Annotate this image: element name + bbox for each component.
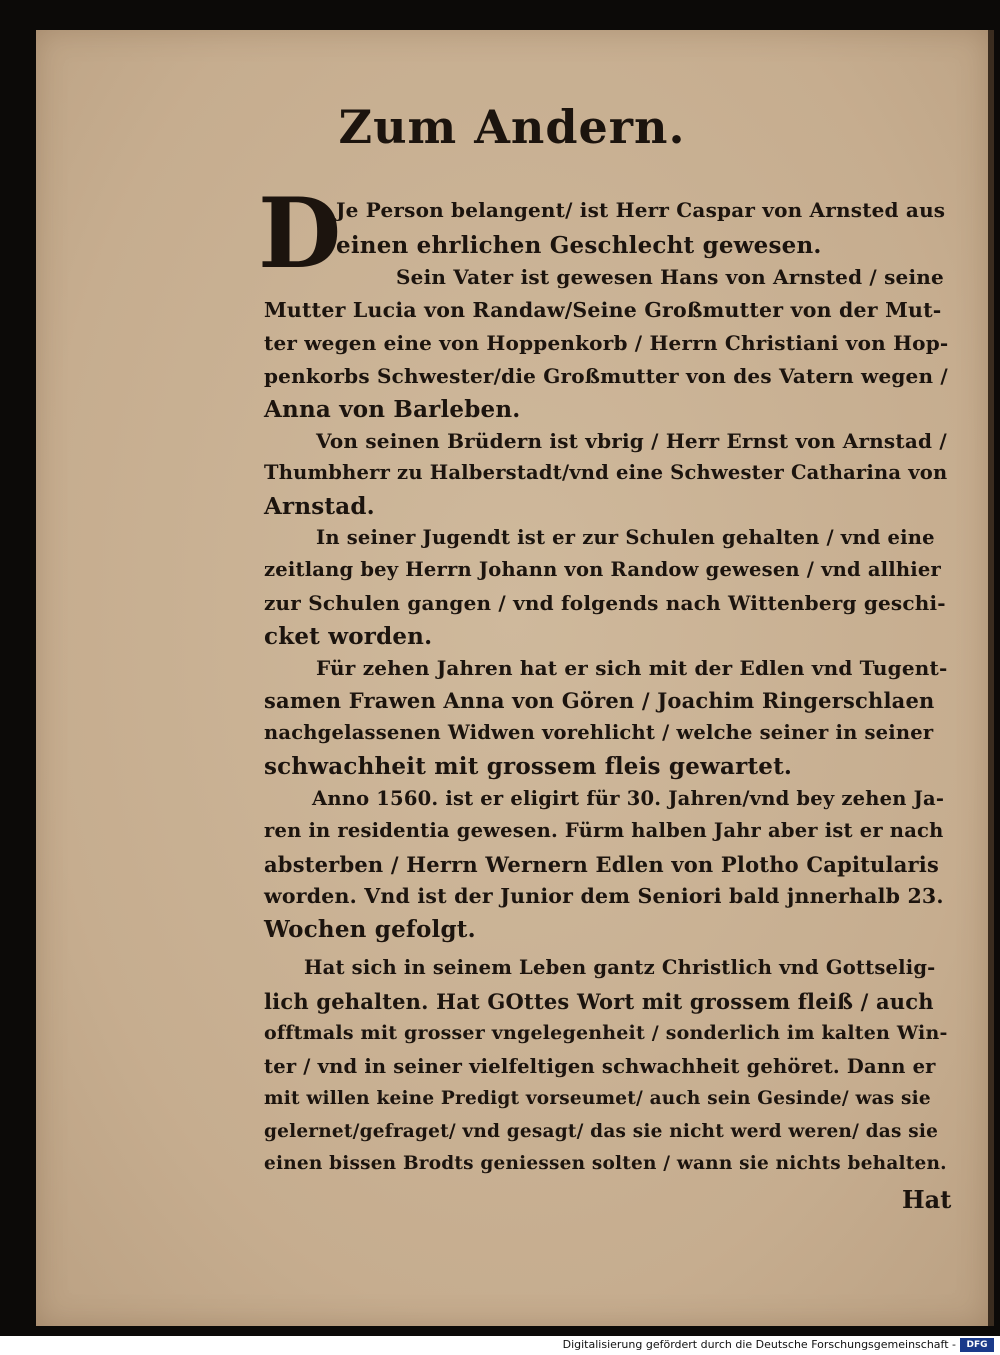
text-line: schwachheit mit grossem fleis gewartet. (264, 753, 793, 780)
text-line: Mutter Lucia von Randaw/Seine Großmutter von der Mut- (264, 298, 942, 322)
text-line: cket worden. (264, 623, 433, 650)
page-edge (988, 30, 994, 1326)
text-line: offtmals mit grosser vngelegenheit / sonderlich im kalten Win- (264, 1022, 948, 1044)
text-line: zur Schulen gangen / vnd folgends nach Wittenberg geschi- (264, 591, 946, 615)
text-line: Wochen gefolgt. (264, 916, 476, 943)
drop-capital: D (258, 177, 342, 290)
text-line: Arnstad. (264, 493, 375, 520)
text-line: Je Person belangent/ ist Herr Caspar von Arnsted aus (336, 198, 946, 222)
text-line: In seiner Jugendt ist er zur Schulen gehalten / vnd eine (316, 526, 935, 549)
catchword: Hat (902, 1185, 952, 1214)
footer-credit: Digitalisierung gefördert durch die Deutsche Forschungsgemeinschaft - (562, 1338, 956, 1351)
text-line: Sein Vater ist gewesen Hans von Arnsted / seine (396, 265, 944, 289)
text-line: absterben / Herrn Wernern Edlen von Plotho Capitularis (264, 852, 939, 877)
text-line: Anna von Barleben. (264, 396, 521, 423)
text-line: Anno 1560. ist er eligirt für 30. Jahren/vnd bey zehen Ja- (312, 787, 945, 810)
document-page (36, 30, 988, 1326)
page-heading: Zum Andern. (338, 100, 686, 154)
text-line: ren in residentia gewesen. Fürm halben Jahr aber ist er nach (264, 819, 944, 842)
text-line: samen Frawen Anna von Gören / Joachim Ringerschlaen (264, 688, 935, 713)
dfg-logo: DFG (960, 1338, 994, 1352)
text-line: einen ehrlichen Geschlecht gewesen. (336, 232, 822, 259)
text-line: ter wegen eine von Hoppenkorb / Herrn Christiani von Hop- (264, 331, 949, 355)
text-line: ter / vnd in seiner vielfeltigen schwachheit gehöret. Dann er (264, 1055, 936, 1078)
text-line: Von seinen Brüdern ist vbrig / Herr Ernst von Arnstad / (316, 429, 947, 453)
text-line: einen bissen Brodts geniessen solten / wann sie nichts behalten. (264, 1153, 947, 1174)
text-line: Thumbherr zu Halberstadt/vnd eine Schwester Catharina von (264, 461, 948, 484)
text-line: Für zehen Jahren hat er sich mit der Edlen vnd Tugent- (316, 656, 948, 680)
text-line: penkorbs Schwester/die Großmutter von des Vatern wegen / (264, 364, 948, 388)
text-line: zeitlang bey Herrn Johann von Randow gewesen / vnd allhier (264, 558, 941, 581)
text-line: Hat sich in seinem Leben gantz Christlich vnd Gottselig- (304, 956, 936, 979)
text-line: worden. Vnd ist der Junior dem Seniori bald jnnerhalb 23. (264, 884, 944, 908)
text-line: mit willen keine Predigt vorseumet/ auch sein Gesinde/ was sie (264, 1088, 931, 1109)
text-line: nachgelassenen Widwen vorehlicht / welche seiner in seiner (264, 721, 934, 744)
text-line: gelernet/gefraget/ vnd gesagt/ das sie nicht werd weren/ das sie (264, 1121, 939, 1142)
text-line: lich gehalten. Hat GOttes Wort mit grossem fleiß / auch (264, 989, 934, 1014)
